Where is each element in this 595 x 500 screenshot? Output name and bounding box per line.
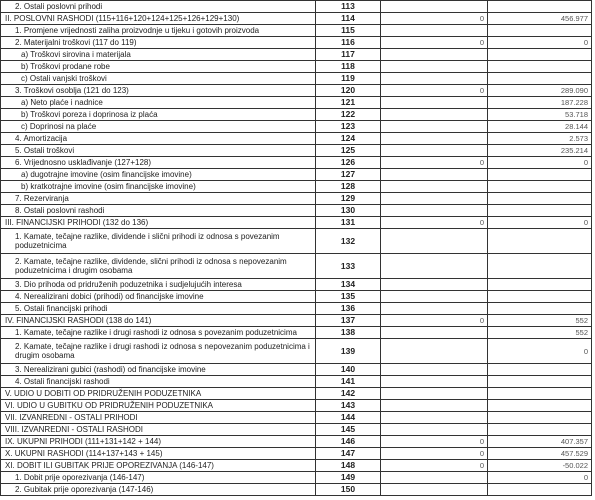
aop-code: 145 [316, 424, 381, 436]
aop-code: 138 [316, 327, 381, 339]
current-period-value [488, 169, 592, 181]
aop-code: 143 [316, 400, 381, 412]
previous-period-value [381, 61, 488, 73]
aop-code: 125 [316, 145, 381, 157]
previous-period-value [381, 25, 488, 37]
row-label: 3. Nerealizirani gubici (rashodi) od financijske imovine [1, 364, 316, 376]
previous-period-value [381, 109, 488, 121]
aop-code: 119 [316, 73, 381, 85]
aop-code: 122 [316, 109, 381, 121]
aop-code: 124 [316, 133, 381, 145]
table-row [1, 460, 592, 472]
previous-period-value [381, 1, 488, 13]
aop-code: 142 [316, 388, 381, 400]
table-row [1, 109, 592, 121]
row-label: 1. Kamate, tečajne razlike i drugi rashodi iz odnosa s povezanim poduzetnicima [1, 327, 316, 339]
row-label: 4. Nerealizirani dobici (prihodi) od financijske imovine [1, 291, 316, 303]
previous-period-value [381, 229, 488, 254]
row-label: b) Troškovi poreza i doprinosa iz plaća [1, 109, 316, 121]
previous-period-value [381, 279, 488, 291]
row-label: VII. IZVANREDNI - OSTALI PRIHODI [1, 412, 316, 424]
aop-code: 128 [316, 181, 381, 193]
aop-code: 129 [316, 193, 381, 205]
current-period-value: 0 [488, 472, 592, 484]
aop-code: 117 [316, 49, 381, 61]
table-row [1, 25, 592, 37]
previous-period-value: 0 [381, 13, 488, 25]
row-label: 2. Kamate, tečajne razlike i drugi rashodi iz odnosa s nepovezanim poduzetnicima i drugim osobama [1, 339, 316, 364]
previous-period-value: 0 [381, 157, 488, 169]
current-period-value [488, 49, 592, 61]
row-label: 1. Dobit prije oporezivanja (146-147) [1, 472, 316, 484]
current-period-value [488, 364, 592, 376]
row-label: 4. Ostali financijski rashodi [1, 376, 316, 388]
previous-period-value [381, 49, 488, 61]
table-row [1, 49, 592, 61]
previous-period-value: 0 [381, 448, 488, 460]
row-label: III. FINANCIJSKI PRIHODI (132 do 136) [1, 217, 316, 229]
table-row [1, 13, 592, 25]
previous-period-value [381, 412, 488, 424]
current-period-value: -50.022 [488, 460, 592, 472]
aop-code: 134 [316, 279, 381, 291]
row-label: 2. Ostali poslovni prihodi [1, 1, 316, 13]
row-label: 2. Kamate, tečajne razlike, dividende, slični prihodi iz odnosa s nepovezanim poduzetnicima i drugim osobama [1, 254, 316, 279]
current-period-value: 0 [488, 37, 592, 49]
row-label: VIII. IZVANREDNI - OSTALI RASHODI [1, 424, 316, 436]
row-label: 3. Troškovi osoblja (121 do 123) [1, 85, 316, 97]
row-label: 6. Vrijednosno usklađivanje (127+128) [1, 157, 316, 169]
table-row [1, 448, 592, 460]
row-label: c) Ostali vanjski troškovi [1, 73, 316, 85]
table-row [1, 1, 592, 13]
aop-code: 132 [316, 229, 381, 254]
aop-code: 130 [316, 205, 381, 217]
current-period-value: 187.228 [488, 97, 592, 109]
table-row [1, 388, 592, 400]
table-row [1, 205, 592, 217]
current-period-value [488, 291, 592, 303]
previous-period-value [381, 376, 488, 388]
row-label: 5. Ostali troškovi [1, 145, 316, 157]
previous-period-value [381, 97, 488, 109]
aop-code: 120 [316, 85, 381, 97]
aop-code: 141 [316, 376, 381, 388]
table-row [1, 145, 592, 157]
aop-code: 118 [316, 61, 381, 73]
current-period-value [488, 424, 592, 436]
current-period-value [488, 484, 592, 496]
previous-period-value [381, 254, 488, 279]
aop-code: 147 [316, 448, 381, 460]
row-label: 4. Amortizacija [1, 133, 316, 145]
aop-code: 135 [316, 291, 381, 303]
previous-period-value [381, 339, 488, 364]
row-label: X. UKUPNI RASHODI (114+137+143 + 145) [1, 448, 316, 460]
previous-period-value: 0 [381, 37, 488, 49]
aop-code: 116 [316, 37, 381, 49]
row-label: a) Troškovi sirovina i materijala [1, 49, 316, 61]
previous-period-value [381, 424, 488, 436]
previous-period-value [381, 169, 488, 181]
current-period-value [488, 279, 592, 291]
table-row [1, 412, 592, 424]
current-period-value [488, 229, 592, 254]
aop-code: 126 [316, 157, 381, 169]
table-row [1, 376, 592, 388]
current-period-value: 457.529 [488, 448, 592, 460]
aop-code: 113 [316, 1, 381, 13]
current-period-value [488, 25, 592, 37]
current-period-value: 552 [488, 327, 592, 339]
table-row [1, 436, 592, 448]
row-label: 1. Promjene vrijednosti zaliha proizvodnje u tijeku i gotovih proizvoda [1, 25, 316, 37]
row-label: 2. Materijalni troškovi (117 do 119) [1, 37, 316, 49]
table-row [1, 73, 592, 85]
previous-period-value [381, 484, 488, 496]
table-row [1, 254, 592, 279]
current-period-value: 0 [488, 157, 592, 169]
table-row [1, 339, 592, 364]
table-row [1, 229, 592, 254]
current-period-value [488, 388, 592, 400]
previous-period-value [381, 205, 488, 217]
aop-code: 123 [316, 121, 381, 133]
row-label: XI. DOBIT ILI GUBITAK PRIJE OPOREZIVANJA (146-147) [1, 460, 316, 472]
aop-code: 115 [316, 25, 381, 37]
current-period-value: 456.977 [488, 13, 592, 25]
previous-period-value: 0 [381, 217, 488, 229]
row-label: IX. UKUPNI PRIHODI (111+131+142 + 144) [1, 436, 316, 448]
current-period-value: 0 [488, 217, 592, 229]
row-label: 3. Dio prihoda od pridruženih poduzetnika i sudjelujućih interesa [1, 279, 316, 291]
row-label: II. POSLOVNI RASHODI (115+116+120+124+125+126+129+130) [1, 13, 316, 25]
row-label: c) Doprinosi na plaće [1, 121, 316, 133]
current-period-value [488, 61, 592, 73]
current-period-value [488, 1, 592, 13]
table-row [1, 303, 592, 315]
current-period-value [488, 400, 592, 412]
previous-period-value [381, 303, 488, 315]
aop-code: 146 [316, 436, 381, 448]
table-row [1, 157, 592, 169]
aop-code: 149 [316, 472, 381, 484]
aop-code: 131 [316, 217, 381, 229]
current-period-value: 53.718 [488, 109, 592, 121]
previous-period-value: 0 [381, 460, 488, 472]
table-row [1, 484, 592, 496]
table-row [1, 364, 592, 376]
current-period-value: 2.573 [488, 133, 592, 145]
aop-code: 144 [316, 412, 381, 424]
table-row [1, 97, 592, 109]
row-label: IV. FINANCIJSKI RASHODI (138 do 141) [1, 315, 316, 327]
previous-period-value [381, 145, 488, 157]
table-row [1, 424, 592, 436]
row-label: 1. Kamate, tečajne razlike, dividende i slični prihodi iz odnosa s povezanim poduzetnicima [1, 229, 316, 254]
table-row [1, 133, 592, 145]
row-label: 2. Gubitak prije oporezivanja (147-146) [1, 484, 316, 496]
current-period-value: 407.357 [488, 436, 592, 448]
table-row [1, 121, 592, 133]
previous-period-value [381, 364, 488, 376]
aop-code: 114 [316, 13, 381, 25]
row-label: b) Troškovi prodane robe [1, 61, 316, 73]
current-period-value: 0 [488, 339, 592, 364]
aop-code: 127 [316, 169, 381, 181]
current-period-value [488, 303, 592, 315]
aop-code: 133 [316, 254, 381, 279]
previous-period-value [381, 388, 488, 400]
current-period-value [488, 193, 592, 205]
previous-period-value [381, 181, 488, 193]
previous-period-value: 0 [381, 436, 488, 448]
row-label: b) kratkotrajne imovine (osim financijske imovine) [1, 181, 316, 193]
table-row [1, 291, 592, 303]
current-period-value: 235.214 [488, 145, 592, 157]
table-row [1, 169, 592, 181]
table-row [1, 400, 592, 412]
row-label: a) Neto plaće i nadnice [1, 97, 316, 109]
row-label: VI. UDIO U GUBITKU OD PRIDRUŽENIH PODUZETNIKA [1, 400, 316, 412]
table-row [1, 37, 592, 49]
aop-code: 136 [316, 303, 381, 315]
row-label: 8. Ostali poslovni rashodi [1, 205, 316, 217]
table-row [1, 472, 592, 484]
previous-period-value: 0 [381, 315, 488, 327]
previous-period-value: 0 [381, 85, 488, 97]
current-period-value [488, 254, 592, 279]
aop-code: 139 [316, 339, 381, 364]
table-row [1, 193, 592, 205]
previous-period-value [381, 327, 488, 339]
previous-period-value [381, 193, 488, 205]
row-label: 5. Ostali financijski prihodi [1, 303, 316, 315]
row-label: 7. Rezerviranja [1, 193, 316, 205]
aop-code: 150 [316, 484, 381, 496]
aop-code: 121 [316, 97, 381, 109]
table-row [1, 181, 592, 193]
current-period-value: 289.090 [488, 85, 592, 97]
current-period-value [488, 73, 592, 85]
table-row [1, 217, 592, 229]
table-row [1, 315, 592, 327]
aop-code: 137 [316, 315, 381, 327]
previous-period-value [381, 291, 488, 303]
table-row [1, 327, 592, 339]
current-period-value: 28.144 [488, 121, 592, 133]
aop-code: 140 [316, 364, 381, 376]
table-row [1, 85, 592, 97]
previous-period-value [381, 121, 488, 133]
table-row [1, 279, 592, 291]
previous-period-value [381, 472, 488, 484]
current-period-value [488, 412, 592, 424]
current-period-value: 552 [488, 315, 592, 327]
current-period-value [488, 205, 592, 217]
previous-period-value [381, 73, 488, 85]
row-label: V. UDIO U DOBITI OD PRIDRUŽENIH PODUZETNIKA [1, 388, 316, 400]
current-period-value [488, 181, 592, 193]
aop-code: 148 [316, 460, 381, 472]
current-period-value [488, 376, 592, 388]
previous-period-value [381, 133, 488, 145]
previous-period-value [381, 400, 488, 412]
row-label: a) dugotrajne imovine (osim financijske imovine) [1, 169, 316, 181]
table-row [1, 61, 592, 73]
